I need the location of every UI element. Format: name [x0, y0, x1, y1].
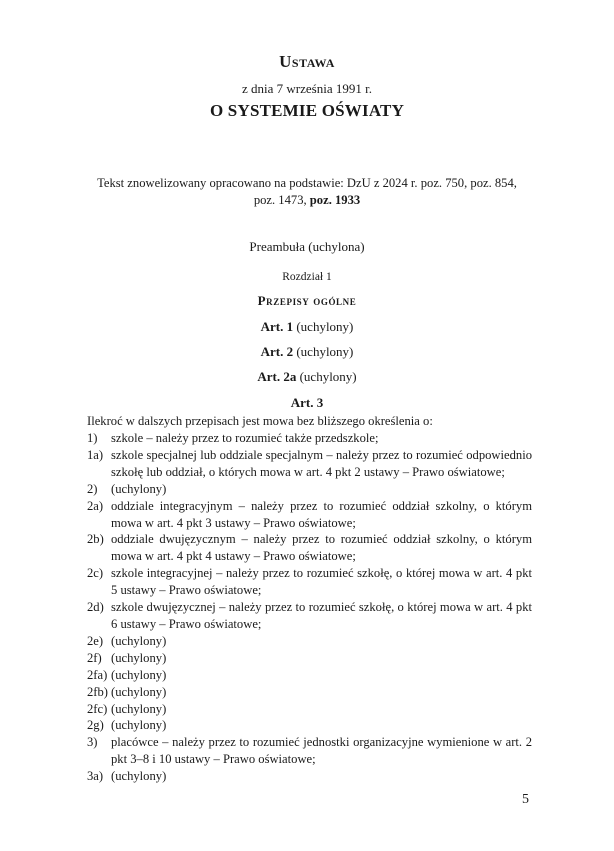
- item-number: 3): [87, 735, 98, 750]
- item-number: 2f): [87, 650, 102, 665]
- note-line-2: [0, 192, 614, 209]
- definitions-list: [87, 430, 532, 785]
- note-line-1: Tekst znowelizowany opracowano na podstawie: DzU z 2024 r. poz. 750, poz. 854,: [97, 176, 517, 190]
- item-number: 2e): [87, 633, 104, 648]
- list-item: [87, 667, 532, 684]
- article-2-status: (uchylony): [293, 344, 354, 359]
- item-text: (uchylony): [111, 633, 167, 648]
- item-text: szkole dwujęzycznej – należy przez to rozumieć szkołę, o której mowa w art. 4 pkt 6 ustawy – Prawo oświatowe;: [111, 600, 532, 631]
- note-line-2-bold: poz. 1933: [309, 193, 361, 207]
- consolidation-note: [0, 175, 614, 209]
- item-text: (uchylony): [111, 481, 167, 496]
- item-text: (uchylony): [111, 684, 167, 699]
- list-item: [87, 447, 532, 481]
- item-text: (uchylony): [111, 769, 167, 784]
- list-item: [87, 565, 532, 599]
- item-number: 1): [87, 431, 98, 445]
- item-text: szkole integracyjnej – należy przez to rozumieć szkołę, o której mowa w art. 4 pkt 5 ustawy – Prawo oświatowe;: [111, 566, 532, 598]
- list-item: [87, 430, 532, 447]
- item-number: 1a): [87, 447, 104, 462]
- chapter-title: Przepisy ogólne: [257, 293, 357, 308]
- item-text: (uchylony): [111, 667, 167, 682]
- item-text: (uchylony): [111, 718, 167, 733]
- article-2a-label: Art. 2a: [257, 369, 297, 384]
- item-text: szkole specjalnej lub oddziale specjalnym – należy przez to rozumieć odpowiednio szkołę lub oddział, o których mowa w art. 4 pkt 2 ustawy – Prawo oświatowe;: [111, 447, 532, 479]
- list-item: [87, 734, 532, 768]
- article-1-label: Art. 1: [260, 319, 294, 334]
- item-number: 2fb): [87, 684, 108, 699]
- item-number: 2): [87, 481, 98, 496]
- article-2a-status: (uchylony): [296, 369, 357, 384]
- act-type-title: Ustawa: [279, 52, 335, 71]
- act-subject-title: O SYSTEMIE OŚWIATY: [209, 101, 405, 120]
- list-item: [87, 599, 532, 633]
- article-1-heading: [0, 319, 614, 335]
- item-text: (uchylony): [111, 650, 167, 665]
- item-text: oddziale dwujęzycznym – należy przez to rozumieć oddział szkolny, o którym mowa w art. 4 pkt 4 ustawy – Prawo oświatowe;: [111, 532, 532, 564]
- item-text: placówce – należy przez to rozumieć jednostki organizacyjne wymienione w art. 2 pkt 3–8 i 10 ustawy – Prawo oświatowe;: [111, 735, 532, 767]
- act-date: z dnia 7 września 1991 r.: [242, 81, 372, 96]
- item-number: 2b): [87, 532, 104, 547]
- item-text: szkole – należy przez to rozumieć także przedszkole;: [111, 431, 379, 445]
- article-2-label: Art. 2: [260, 344, 294, 359]
- item-number: 2a): [87, 498, 104, 513]
- chapter-label: Rozdział 1: [282, 271, 332, 283]
- article-3-intro: Ilekroć w dalszych przepisach jest mowa bez bliższego określenia o:: [87, 414, 433, 428]
- article-3-heading: Art. 3: [290, 395, 324, 410]
- item-number: 2fa): [87, 667, 108, 682]
- list-item: [87, 650, 532, 667]
- list-item: [87, 684, 532, 701]
- page-number: 5: [522, 792, 529, 807]
- item-text: (uchylony): [111, 701, 167, 716]
- article-2a-heading: [0, 369, 614, 385]
- item-number: 2fc): [87, 701, 108, 716]
- item-number: 2d): [87, 600, 104, 615]
- article-1-status: (uchylony): [293, 319, 354, 334]
- item-number: 3a): [87, 769, 104, 784]
- preamble-heading: Preambuła (uchylona): [249, 239, 365, 254]
- list-item: [87, 498, 532, 532]
- note-line-2-plain: poz. 1473,: [253, 193, 310, 207]
- list-item: [87, 701, 532, 718]
- article-2-heading: [0, 344, 614, 360]
- item-number: 2g): [87, 718, 104, 733]
- list-item: [87, 717, 532, 734]
- list-item: [87, 633, 532, 650]
- item-text: oddziale integracyjnym – należy przez to rozumieć oddział szkolny, o którym mowa w art. 4 pkt 3 ustawy – Prawo oświatowe;: [111, 498, 532, 530]
- list-item: [87, 481, 532, 498]
- item-number: 2c): [87, 566, 104, 581]
- list-item: [87, 768, 532, 785]
- list-item: [87, 531, 532, 565]
